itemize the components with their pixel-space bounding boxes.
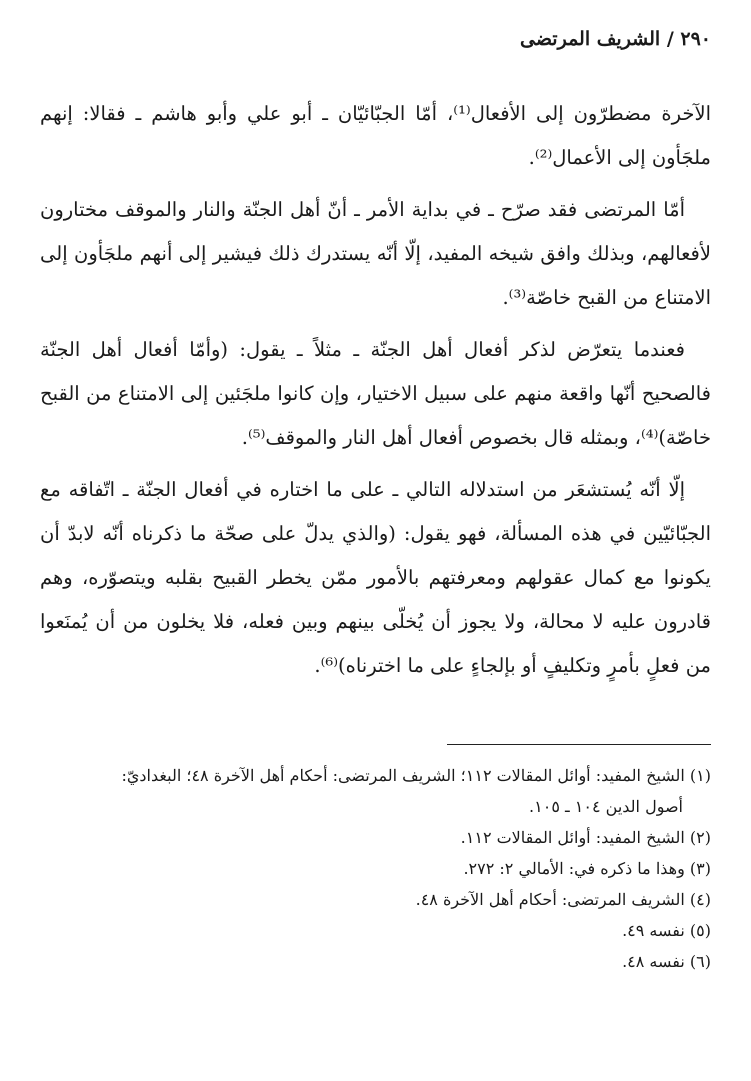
paragraph-3: فعندما يتعرّض لذكر أفعال أهل الجنّة ـ مثلاً ـ يقول: (وأمّا أفعال أهل الجنّة فالصحيح أنّها واقعة منهم على سبيل الاختيار، وإن كانوا ملجَئين إلى الامتناع من القبح خاصّة)⁽⁴⁾، وبمثله قال بخصوص أفعال أهل النار والموقف⁽⁵⁾. — [40, 338, 711, 449]
running-header — [520, 28, 711, 50]
footnote-1-continuation: أصول الدين ١٠٤ ـ ١٠٥. — [529, 797, 683, 816]
footnote-4: (٤) الشريف المرتضى: أحكام أهل الآخرة ٤٨. — [415, 890, 711, 909]
paragraph-1: الآخرة مضطرّون إلى الأفعال⁽¹⁾، أمّا الجبّائيّان ـ أبو علي وأبو هاشم ـ فقالا: إنهم ملجَأون إلى الأعمال⁽²⁾. — [40, 102, 711, 169]
running-title: الشريف المرتضى — [519, 28, 661, 50]
footnote-1: (١) الشيخ المفيد: أوائل المقالات ١١٢؛ الشريف المرتضى: أحكام أهل الآخرة ٤٨؛ البغداديّ: — [121, 766, 711, 785]
paragraph-4: إلّا أنّه يُستشعَر من استدلاله التالي ـ على ما اختاره في أفعال الجنّة ـ اتّفاقه مع الجبّائيّين في هذه المسألة، فهو يقول: (والذي يدلّ على صحّة ما ذكرناه أنّه لابدّ أن يكونوا مع كمال عقولهم ومعرفتهم بالأمور ممّن يخطر القبيح بقلبه ويتصوّره، وهم قادرون عليه لا محالة، ولا يجوز أن يُخلّى بينهم وبين فعله، فلا يخلون من أن يُمنَعوا من فعلٍ بأمرٍ وتكليفٍ أو بإلجاءٍ على ما اخترناه)⁽⁶⁾. — [40, 478, 711, 677]
footnote-divider — [447, 744, 711, 745]
footnote-6: (٦) نفسه ٤٨. — [622, 952, 711, 971]
header-separator: / — [660, 28, 681, 50]
footnote-2: (٢) الشيخ المفيد: أوائل المقالات ١١٢. — [460, 828, 711, 847]
paragraph-2: أمّا المرتضى فقد صرّح ـ في بداية الأمر ـ أنّ أهل الجنّة والنار والموقف مختارون لأفعالهم، وبذلك وافق شيخه المفيد، إلّا أنّه يستدرك ذلك فيشير إلى أنهم ملجَأون إلى الامتناع من القبح خاصّة⁽³⁾. — [40, 198, 711, 309]
page-number: ٢٩٠ — [680, 28, 711, 50]
footnotes — [40, 760, 711, 977]
main-text — [40, 92, 711, 696]
footnote-3: (٣) وهذا ما ذكره في: الأمالي ٢: ٢٧٢. — [463, 859, 711, 878]
footnote-5: (٥) نفسه ٤٩. — [622, 921, 711, 940]
